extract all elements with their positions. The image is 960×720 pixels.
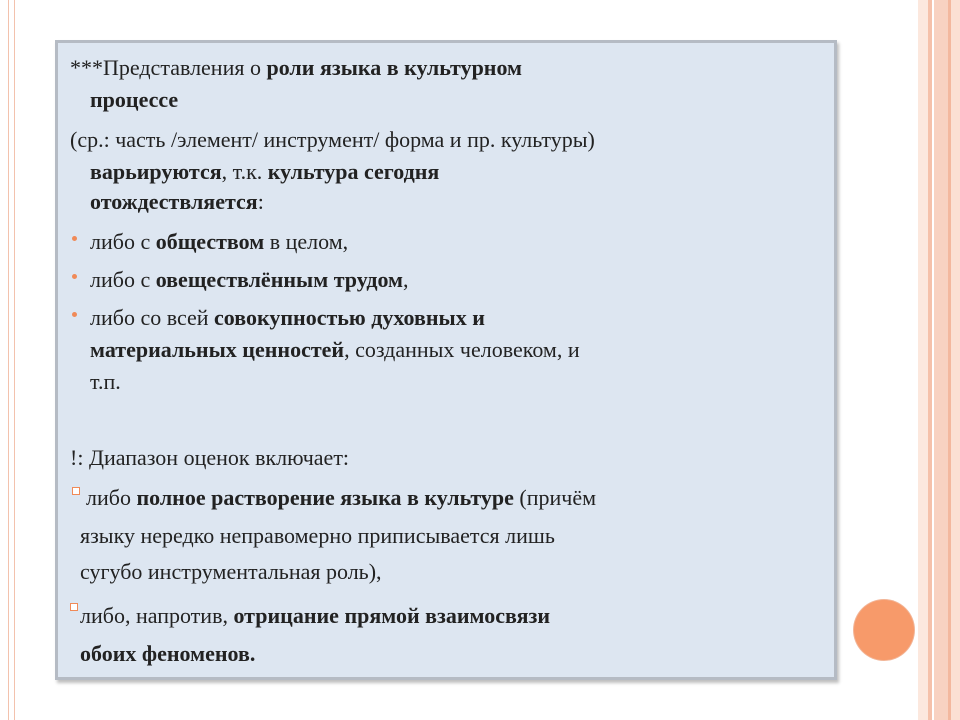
bullet-bold: овеществлённым трудом [155, 267, 404, 292]
bullet-item [90, 267, 409, 293]
right-stripe [951, 0, 960, 720]
range-item-cont: сугубо инструментальная роль), [80, 559, 382, 584]
intro-line-4 [90, 159, 439, 185]
right-stripe [928, 0, 932, 720]
range-item-cont: обоих феноменов. [80, 641, 256, 666]
right-stripe [934, 0, 948, 720]
bullet-text: либо с [90, 229, 156, 254]
intro-text: : [257, 189, 264, 214]
square-bullet-icon [72, 487, 80, 495]
bullet-text: либо со всей [90, 305, 215, 330]
bullet-dot-icon [72, 312, 77, 317]
bullet-dot-icon [72, 236, 77, 241]
bullet-text: (причём [513, 485, 597, 510]
bullet-text: , [403, 267, 409, 292]
bullet-text: в целом, [264, 229, 349, 254]
bullet-text: либо [86, 485, 137, 510]
intro-bold: варьируются [90, 159, 222, 184]
bullet-dot-icon [72, 274, 77, 279]
intro-line-2: процессе [90, 87, 179, 112]
bullet-item [90, 305, 485, 331]
bullet-bold: полное растворение языка в культуре [136, 485, 514, 510]
square-bullet-icon [70, 603, 78, 611]
intro-line-5 [90, 189, 264, 215]
range-item [86, 485, 596, 511]
bullet-item-cont: т.п. [90, 369, 121, 394]
content-box [55, 40, 837, 680]
bullet-bold: материальных ценностей [90, 337, 345, 362]
intro-text: , т.к. [221, 159, 268, 184]
bullet-text: либо, напротив, [80, 603, 234, 628]
range-item-cont: языку нередко неправомерно приписывается лишь [80, 523, 555, 548]
intro-text: ***Представления о [70, 55, 267, 80]
bullet-bold: совокупностью духовных и [214, 305, 485, 330]
intro-bold: культура сегодня [267, 159, 440, 184]
range-heading: !: Диапазон оценок включает: [70, 445, 350, 470]
bullet-text: либо с [90, 267, 156, 292]
intro-bold: роли языка в культурном [266, 55, 523, 80]
bullet-bold: обществом [155, 229, 265, 254]
intro-line-3: (ср.: часть /элемент/ инструмент/ форма и пр. культуры) [70, 127, 595, 152]
accent-circle [854, 600, 914, 660]
bullet-item [90, 229, 348, 255]
bullet-bold: отрицание прямой взаимосвязи [233, 603, 550, 628]
right-stripe [918, 0, 928, 720]
left-border-line [8, 0, 9, 720]
bullet-item-cont [90, 337, 580, 363]
intro-line-1 [70, 55, 522, 81]
intro-bold: отождествляется [90, 189, 258, 214]
bullet-text: , созданных человеком, и [344, 337, 580, 362]
left-border-line [14, 0, 15, 720]
range-item [80, 603, 550, 629]
